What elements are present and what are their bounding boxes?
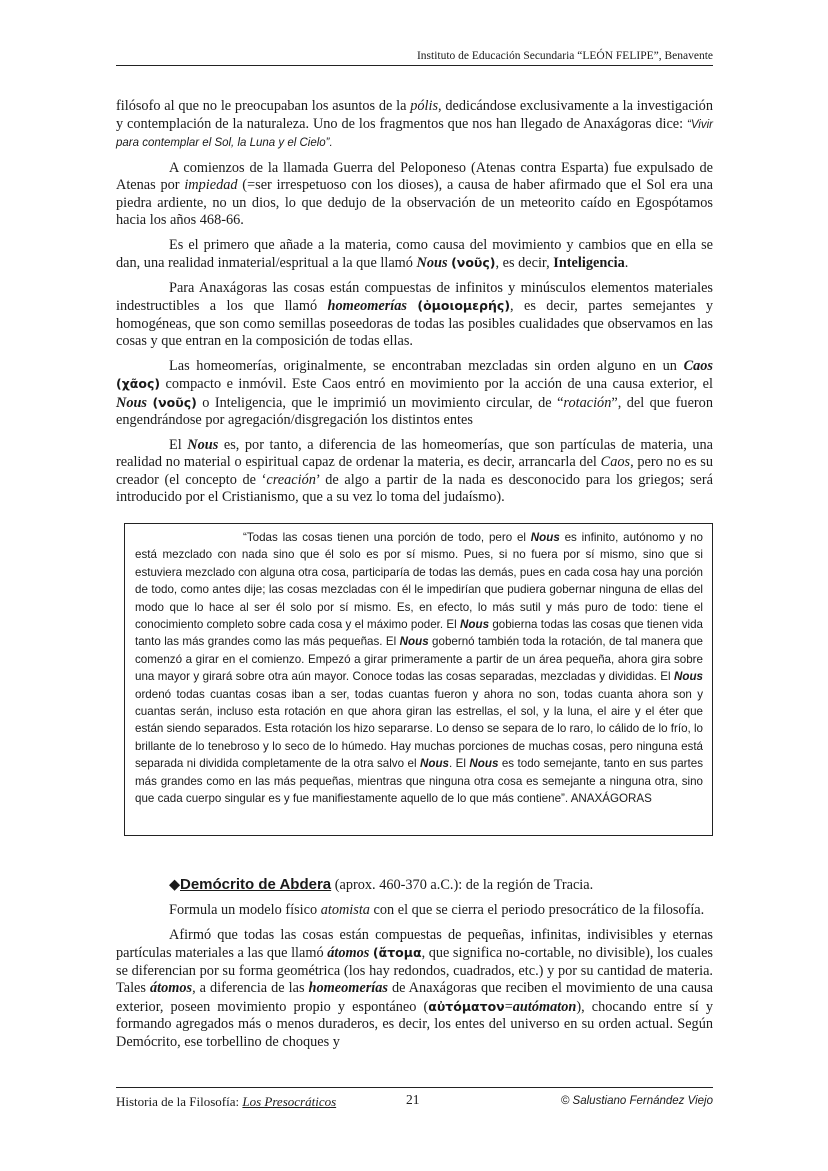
- paragraph: Para Anaxágoras las cosas están compuestas de infinitos y minúsculos elementos materiales indestructibles a los que llamó homeomerías (ὁμοιομερής), es decir, partes semejantes y homogéneas, que son como semillas poseedoras de todas las posibles cualidades que observamos en las cosas y que entran en la composición de todas ellas.: [116, 279, 714, 349]
- section-heading: ◆Demócrito de Abdera (aprox. 460-370 a.C.): de la región de Tracia.: [169, 876, 594, 893]
- quote-author: ANAXÁGORAS: [570, 792, 652, 806]
- quote-box: [124, 523, 713, 836]
- paragraph: Las homeomerías, originalmente, se encontraban mezcladas sin orden alguno en un Caos (χᾶος) compacto e inmóvil. Este Caos entró en movimiento por la acción de una causa exterior, el Nous (νοῦς) o Inteligencia, que le imprimió un movimiento circular, de “rotación”, del que fueron engendrándose por agregación/disgregación los distintos entes: [116, 357, 713, 428]
- paragraph: Afirmó que todas las cosas están compuestas de pequeñas, infinitas, indivisibles y eternas partículas materiales a las que llamó átomos (ἄτομα, que significa no-cortable, no divisible), los cuales se diferencian por su forma geométrica (los hay redondos, cuadrados, etc.) y por su cantidad de materia. Tales átomos, a diferencia de las homeomerías de Anaxágoras que reciben el movimiento de una causa exterior, poseen movimiento propio y espontáneo (αὐτόματον=autómaton), chocando entre sí y formando agregados más o menos duraderos, es decir, los entes del universo en su orden actual. Según Demócrito, ese torbellino de choques y: [116, 926, 713, 1050]
- paragraph: Formula un modelo físico atomista con el que se cierra el periodo presocrático de la filosofía.: [169, 902, 705, 918]
- main-text: [116, 98, 713, 514]
- paragraph: filósofo al que no le preocupaban los asuntos de la pólis, dedicándose exclusivamente a la investigación y contemplación de la naturaleza. Uno de los fragmentos que nos han llegado de Anaxágoras dice: “Vivir para contemplar el Sol, la Luna y el Cielo”.: [116, 98, 713, 149]
- footer-title: Historia de la Filosofía: Los Presocráticos: [116, 1094, 337, 1109]
- quote-text: “Todas las cosas tienen una porción de todo, pero el Nous es infinito, autónomo y no está mezclado con nada sino que él solo es por sí mismo. Pues, si no fuera por sí mismo, sino que si estuviera mezclado con alguna otra cosa, participaría de todas las demás, pues en cada cosa hay una porción de todo, como antes dije; las cosas mezcladas con él le impedirían que pudiera gobernar ninguna de ellas del modo que lo hace al ser él solo por sí mismo. Es, en efecto, lo más sutil y más puro de todo: tiene el conocimiento completo sobre cada cosa y el máximo poder. El Nous gobierna todas las cosas que tienen vida tanto las más grandes como las más pequeñas. El Nous gobernó también toda la rotación, de tal manera que comenzó a girar en el comienzo. Empezó a girar primeramente a partir de un área pequeña, ahora gira sobre una mayor y girará sobre otra aún mayor. Conoce todas las cosas separadas, mezcladas y divididas. El Nous ordenó todas cuantas cosas iban a ser, todas cuantas fueron y ahora no son, todas cuanta ahora son y cuantas serán, incluso esta rotación en que ahora giran las estrellas, el sol, y la luna, el aire y el éter que están siendo separados. Esta rotación los hizo separarse. Lo denso se separa de lo raro, lo cálido de lo frío, lo brillante de lo tenebroso y lo seco de lo húmedo. Hay muchas porciones de muchas cosas, pero ninguna está separada ni dividida completamente de la otra salvo el Nous. El Nous es todo semejante, tanto en sus partes más grandes como en las más pequeñas, mientras que ninguna otra cosa es semejante a ninguna otra, sino que cada cuerpo singular es y fue manifiestamente aquello de lo que más contiene”. ANAXÁGORAS: [135, 531, 704, 806]
- paragraph: A comienzos de la llamada Guerra del Peloponeso (Atenas contra Esparta) fue expulsado de Atenas por impiedad (=ser irrespetuoso con los dioses), a causa de haber afirmado que el Sol era una piedra ardiente, no un dios, lo que dedujo de la observación de un meteorito caído en Egospótamos hacia los años 468-66.: [116, 159, 713, 228]
- diamond-bullet-icon: ◆: [169, 877, 180, 893]
- paragraph: Es el primero que añade a la materia, como causa del movimiento y cambios que en ella se dan, una realidad inmaterial/espritual a la que llamó Nous (νοῦς), es decir, Inteligencia.: [116, 236, 713, 271]
- page-footer: [116, 1087, 713, 1112]
- page-header: Instituto de Educación Secundaria “LEÓN FELIPE”, Benavente: [116, 50, 713, 66]
- main-text-2: [116, 876, 713, 1058]
- paragraph: El Nous es, por tanto, a diferencia de las homeomerías, que son partículas de materia, una realidad no material o espiritual capaz de ordenar la materia, es decir, arrancarla del Caos, pero no es su creador (el concepto de ‘creación’ de algo a partir de la nada es desconocido para los griegos; será introducido por el Cristianismo, que a su vez lo toma del judaísmo).: [116, 436, 714, 505]
- footer-author: © Salustiano Fernández Viejo: [560, 1095, 713, 1107]
- page-number: 21: [406, 1092, 420, 1107]
